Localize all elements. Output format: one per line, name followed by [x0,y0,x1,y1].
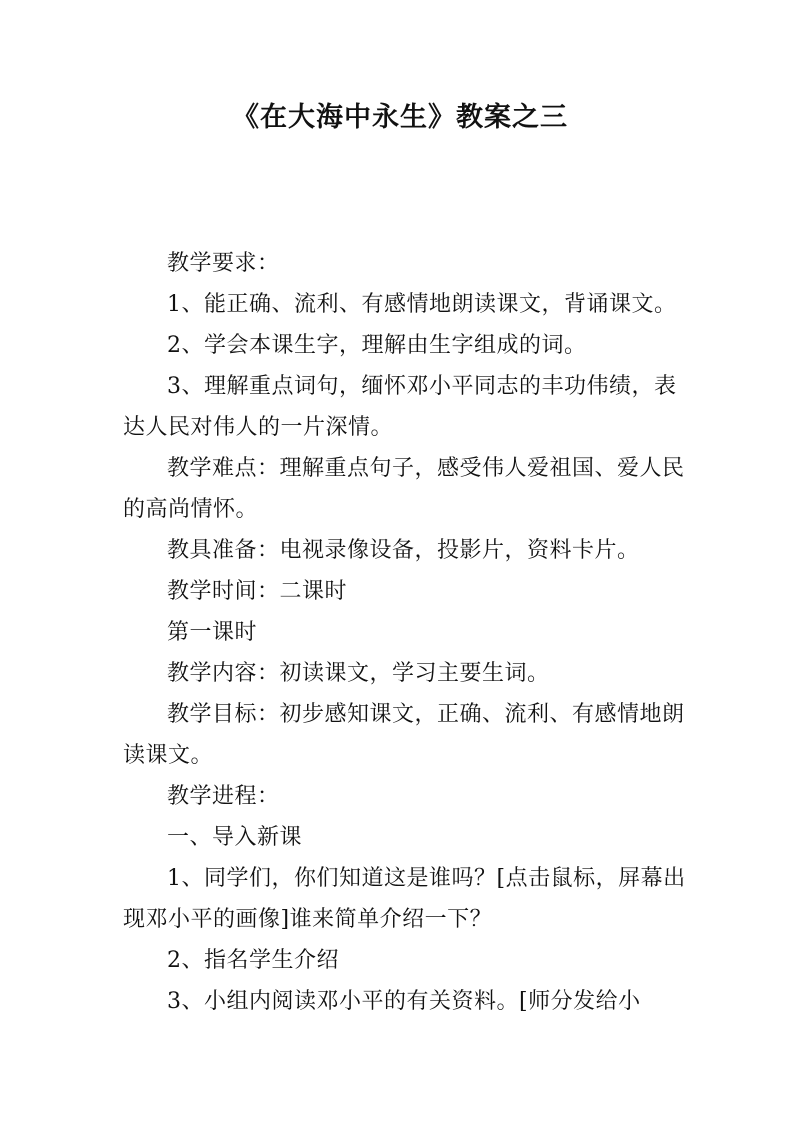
paragraph-teaching-process-heading: 教学进程： [167,784,280,809]
paragraph-step-2: 2、指名学生介绍 [167,948,339,973]
paragraph-first-lesson: 第一课时 [167,620,258,645]
paragraph-teaching-aids: 教具准备：电视录像设备，投影片，资料卡片。 [167,538,640,563]
paragraph-requirement-3: 3、理解重点词句，缅怀邓小平同志的丰功伟绩，表达人民对伟人的一片深情。 [123,374,677,440]
paragraph-teaching-content: 教学内容：初读课文，学习主要生词。 [167,661,550,686]
paragraph-teaching-goal: 教学目标：初步感知课文，正确、流利、有感情地朗读课文。 [123,702,685,768]
paragraph-step-3: 3、小组内阅读邓小平的有关资料。[师分发给小 [167,989,641,1014]
paragraph-requirement-2: 2、学会本课生字，理解由生字组成的词。 [167,333,587,358]
document-body [123,243,687,1022]
document-title: 《在大海中永生》教案之三 [232,102,568,133]
paragraph-teaching-requirements-heading: 教学要求： [167,251,280,276]
paragraph-requirement-1: 1、能正确、流利、有感情地朗读课文，背诵课文。 [167,292,677,317]
paragraph-teaching-difficulty: 教学难点：理解重点句子，感受伟人爱祖国、爱人民的高尚情怀。 [123,456,685,522]
paragraph-step-1: 1、同学们，你们知道这是谁吗？[点击鼠标，屏幕出现邓小平的画像]谁来简单介绍一下？ [123,866,686,932]
paragraph-section-intro: 一、导入新课 [167,825,303,850]
paragraph-teaching-time: 教学时间：二课时 [167,579,348,604]
